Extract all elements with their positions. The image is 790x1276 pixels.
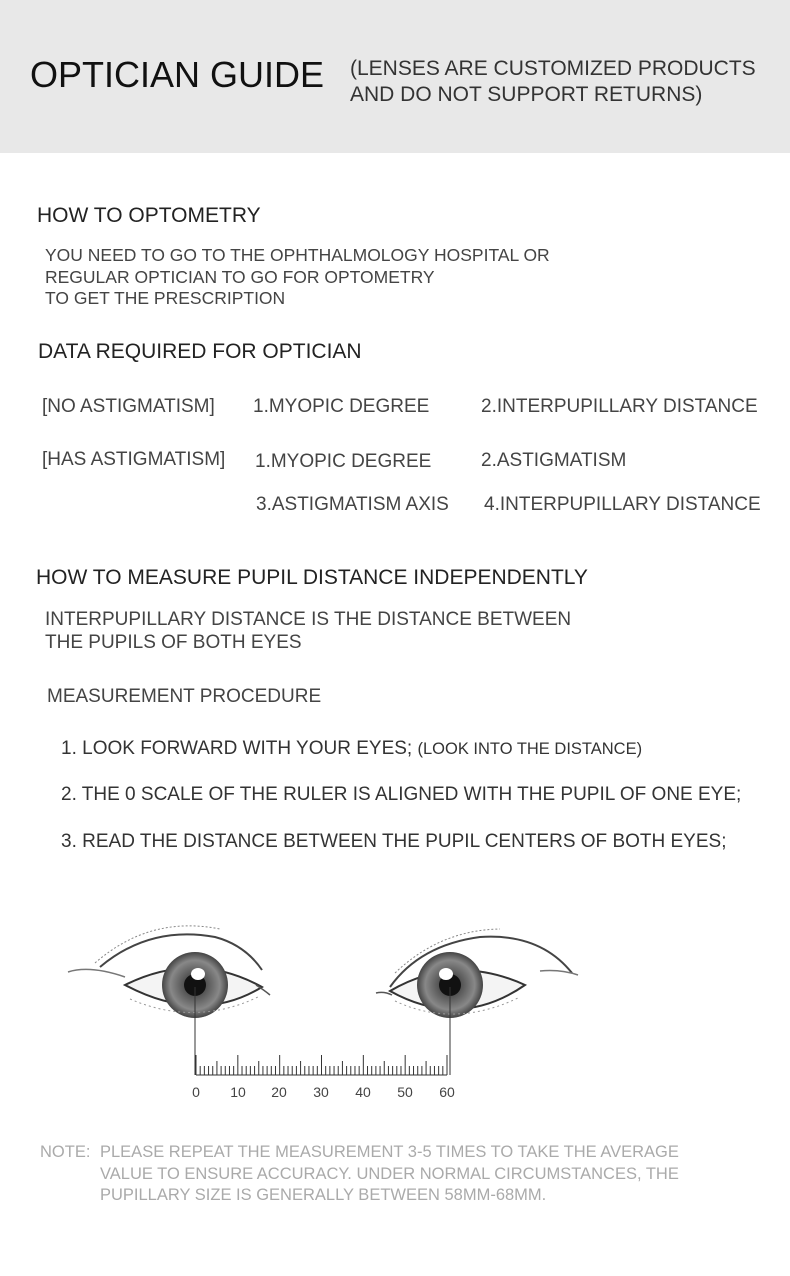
returns-disclaimer [350,56,756,108]
optometry-line: TO GET THE PRESCRIPTION [45,288,286,308]
has-astigmatism-item: 4.INTERPUPILLARY DISTANCE [484,494,761,515]
note-line: PLEASE REPEAT THE MEASUREMENT 3-5 TIMES TO TAKE THE AVERAGE [100,1143,679,1161]
ruler-label: 60 [439,1084,455,1100]
optometry-line: REGULAR OPTICIAN TO GO FOR OPTOMETRY [45,266,435,287]
ruler [196,1055,447,1075]
disclaimer-line: AND DO NOT SUPPORT RETURNS) [350,83,703,106]
ruler-label: 10 [230,1084,246,1100]
pupil-distance-heading: HOW TO MEASURE PUPIL DISTANCE INDEPENDENTLY [36,566,588,589]
step-note: (LOOK INTO THE DISTANCE) [417,740,643,758]
procedure-step [61,738,642,760]
has-astigmatism-item: 2.ASTIGMATISM [481,450,627,471]
optometry-heading: HOW TO OPTOMETRY [37,204,261,227]
no-astigmatism-item: 1.MYOPIC DEGREE [253,396,430,417]
note-line: PUPILLARY SIZE IS GENERALLY BETWEEN 58MM-68MM. [100,1186,547,1204]
ruler-label: 50 [397,1084,413,1100]
measurement-note [40,1142,780,1207]
definition-line: INTERPUPILLARY DISTANCE IS THE DISTANCE BETWEEN [45,609,572,630]
step-text: 3. READ THE DISTANCE BETWEEN THE PUPIL CENTERS OF BOTH EYES; [61,831,727,852]
procedure-heading: MEASUREMENT PROCEDURE [47,686,322,707]
has-astigmatism-item: 1.MYOPIC DEGREE [255,451,432,472]
data-required-heading: DATA REQUIRED FOR OPTICIAN [38,340,362,363]
optometry-line: YOU NEED TO GO TO THE OPHTHALMOLOGY HOSPITAL OR [45,245,550,265]
optometry-text [45,245,550,310]
note-line: VALUE TO ENSURE ACCURACY. UNDER NORMAL CIRCUMSTANCES, THE [100,1164,679,1183]
no-astigmatism-label: [NO ASTIGMATISM] [42,396,215,417]
disclaimer-line: (LENSES ARE CUSTOMIZED PRODUCTS [350,57,756,80]
step-text: 1. LOOK FORWARD WITH YOUR EYES; [61,738,418,759]
ruler-label: 40 [355,1084,371,1100]
procedure-step [61,831,726,853]
left-eye-icon [68,926,270,1018]
ruler-label: 0 [192,1084,200,1100]
has-astigmatism-label: [HAS ASTIGMATISM] [42,449,226,470]
ruler-label: 30 [313,1084,329,1100]
procedure-step [61,784,741,806]
right-eye-icon [376,929,578,1018]
note-lead: NOTE: [40,1143,91,1161]
eyes-ruler-illustration [0,915,790,1115]
pupil-distance-definition [45,608,571,654]
step-text: 2. THE 0 SCALE OF THE RULER IS ALIGNED WITH THE PUPIL OF ONE EYE; [61,784,742,805]
no-astigmatism-item: 2.INTERPUPILLARY DISTANCE [481,396,758,417]
has-astigmatism-item: 3.ASTIGMATISM AXIS [256,494,449,515]
ruler-label: 20 [271,1084,287,1100]
definition-line: THE PUPILS OF BOTH EYES [45,632,302,653]
page-title: OPTICIAN GUIDE [30,54,325,95]
